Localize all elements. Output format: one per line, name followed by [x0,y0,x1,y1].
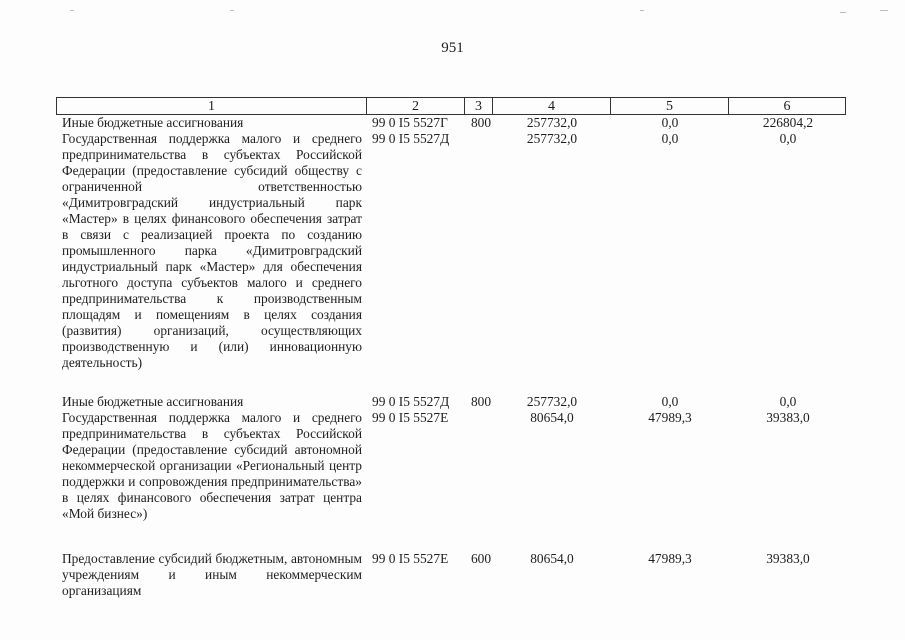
scan-mark [230,10,234,11]
row-code: 99 0 I5 5527Д [372,394,450,409]
row-code: 99 0 I5 5527Е [372,410,449,425]
header-col-5: 5 [610,97,728,115]
table-row [0,131,905,394]
table-row [0,394,905,410]
row-name: Иные бюджетные ассигнования [62,115,244,130]
row-type: 800 [470,394,492,409]
row-code: 99 0 I5 5527Д [372,131,450,146]
header-col-3: 3 [464,97,492,115]
row-value-6: 39383,0 [766,410,810,425]
scan-mark [840,12,846,13]
row-name: Государственная поддержка малого и среднего предпринимательства в субъектах Российской Федерации (предоставление субсидий автономной некоммерческой организации «Региональный центр поддержки и сопровождения предпринимательства» в целях финансового обеспечения затрат центра «Мой бизнес») [62,410,362,521]
row-type: 800 [470,115,492,130]
row-value-6: 39383,0 [766,551,810,566]
header-col-4: 4 [492,97,610,115]
header-col-1: 1 [56,97,366,115]
row-value-5: 0,0 [661,131,679,146]
scan-mark [70,10,74,11]
row-value-4: 80654,0 [530,551,574,566]
row-name: Государственная поддержка малого и среднего предпринимательства в субъектах Российской Федерации (предоставление субсидий обществу с ограниченной ответственностью «Димитровградский индустриальный парк «Мастер» в целях финансового обеспечения затрат в связи с реализацией проекта по созданию промышленного парка «Димитровградский индустриальный парк «Мастер» для обеспечения льготного доступа субъектов малого и среднего предпринимательства к производственным площадям и помещениям в целях создания (развития) организаций, осуществляющих производственную и (или) инновационную деятельность) [62,131,362,370]
row-value-4: 257732,0 [526,115,578,130]
row-value-5: 0,0 [661,394,679,409]
row-name: Предоставление субсидий бюджетным, автономным учреждениям и иным некоммерческим организациям [62,551,362,598]
table-row [0,410,905,551]
table-row [0,551,905,601]
scan-mark [640,10,644,11]
row-value-5: 47989,3 [648,551,692,566]
table-body [0,115,905,601]
table-row [0,115,905,131]
row-value-6: 0,0 [779,394,797,409]
header-col-6: 6 [728,97,846,115]
row-code: 99 0 I5 5527Г [372,115,448,130]
page-number: 951 [441,40,464,56]
row-code: 99 0 I5 5527Е [372,551,449,566]
row-value-4: 257732,0 [526,394,578,409]
header-col-2: 2 [366,97,464,115]
row-value-6: 226804,2 [762,115,814,130]
row-value-4: 257732,0 [526,131,578,146]
row-name: Иные бюджетные ассигнования [62,394,244,409]
row-value-5: 0,0 [661,115,679,130]
row-type: 600 [470,551,492,566]
row-value-4: 80654,0 [530,410,574,425]
row-value-5: 47989,3 [648,410,692,425]
row-value-6: 0,0 [779,131,797,146]
scan-mark [880,10,888,11]
